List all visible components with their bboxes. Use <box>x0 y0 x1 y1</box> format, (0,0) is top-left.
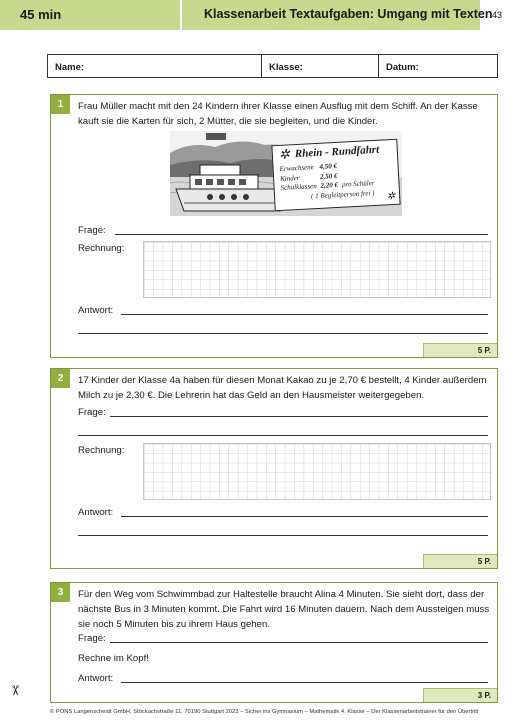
price-row-children: Kinder 2,50 € <box>279 171 338 183</box>
price-row-adults: Erwachsene 4,50 € <box>279 161 338 173</box>
answer-line[interactable] <box>121 314 488 315</box>
name-row <box>47 54 498 78</box>
price-sign <box>271 139 400 212</box>
scissors-icon: ✂ <box>7 684 24 697</box>
ship-illustration <box>170 131 402 216</box>
answer-label: Antwort: <box>78 305 114 316</box>
question-line-2[interactable] <box>78 435 488 436</box>
title-box <box>182 0 493 30</box>
class-field[interactable]: Klasse: <box>262 55 379 77</box>
question-line[interactable] <box>110 416 488 417</box>
page-number: 43 <box>492 10 503 20</box>
name-field[interactable]: Name: <box>48 55 262 77</box>
calc-grid[interactable] <box>143 241 491 298</box>
task-text: Frau Müller macht mit den 24 Kindern ihrer Klasse einen Ausflug mit dem Schiff. An der Kasse kauft sie die Karten für sich, 2 Mütter, die sie begleiten, und die Kinder. <box>78 101 478 127</box>
question-label: Frage: <box>78 407 106 418</box>
calc-label: Rechnung: <box>78 445 125 456</box>
question-line[interactable] <box>110 642 488 643</box>
instruction-text: Rechne im Kopf! <box>78 653 149 664</box>
sign-footnote: ( 1 Begleitperson frei ) <box>310 188 375 200</box>
page-title: Klassenarbeit Textaufgaben: Umgang mit Texten <box>204 7 493 21</box>
time-label: 45 min <box>20 7 62 22</box>
task-number: 3 <box>51 583 70 602</box>
answer-label: Antwort: <box>78 507 114 518</box>
task-number: 1 <box>51 95 70 114</box>
points-box: 3 P. <box>423 688 497 702</box>
answer-line-2[interactable] <box>78 333 488 334</box>
points-box: 5 P. <box>423 554 497 568</box>
answer-line-2[interactable] <box>78 535 488 536</box>
answer-label: Antwort: <box>78 673 114 684</box>
page-header <box>0 0 516 30</box>
question-label: Frage: <box>78 225 106 236</box>
answer-line[interactable] <box>121 516 488 517</box>
answer-line[interactable] <box>121 682 488 683</box>
calc-label: Rechnung: <box>78 243 125 254</box>
task-text: 17 Kinder der Klasse 4a haben für diesen Monat Kakao zu je 2,70 € bestellt, 4 Kinder außerdem Milch zu je 2,30 €. Die Lehrerin hat das Geld an den Hausmeister weitergegeben. <box>78 375 487 401</box>
task-number: 2 <box>51 369 70 388</box>
task-text: Für den Weg vom Schwimmbad zur Haltestelle braucht Alina 4 Minuten. Sie sieht dort, dass der nächste Bus in 3 Minuten kommt. Die Fahrt wird 16 Minuten dauern. Nach dem Aussteigen muss sie noch 5 Minuten bis zu ihrem Haus gehen. <box>78 589 490 630</box>
task-3 <box>50 582 498 703</box>
points-box: 5 P. <box>423 343 497 357</box>
task-2 <box>50 368 498 569</box>
star-icon-2: ✲ <box>386 190 396 203</box>
footer-copyright: © PONS Langenscheidt GmbH, Stöckachstraße 11, 70190 Stuttgart 2023 – Sicher ins Gymnasium – Mathematik 4. Klasse – Der Klassenarbeitstrainer für den Übertritt <box>50 709 479 715</box>
date-field[interactable]: Datum: <box>386 62 419 73</box>
question-line[interactable] <box>115 234 488 235</box>
time-box <box>0 0 180 30</box>
sign-title: Rhein - Rundfahrt <box>294 143 380 161</box>
question-label: Frage: <box>78 633 106 644</box>
price-row-classes: Schulklassen 2,20 € pro Schüler <box>280 178 375 192</box>
calc-grid[interactable] <box>143 443 491 500</box>
star-icon: ✲ <box>278 146 291 162</box>
